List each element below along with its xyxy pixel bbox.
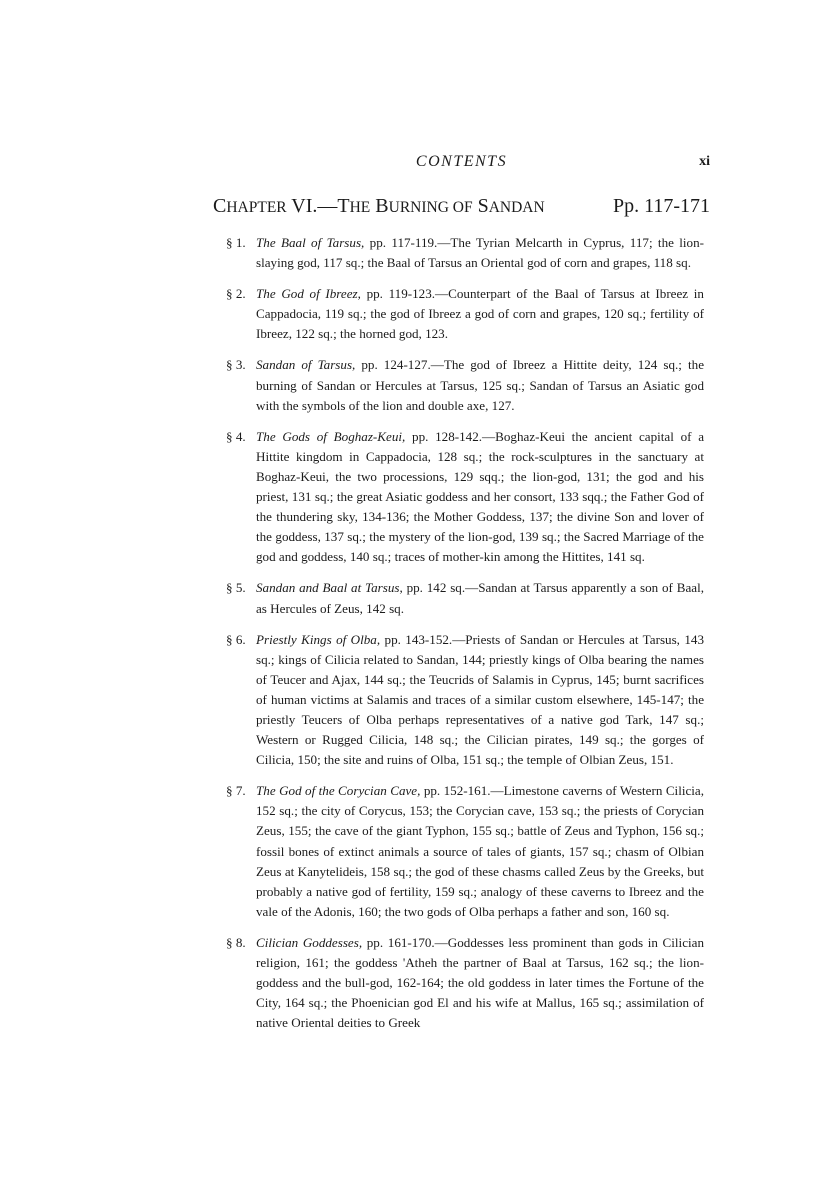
section-entry bbox=[226, 427, 704, 568]
chapter-title-rest-3: ANDAN bbox=[488, 199, 545, 216]
chapter-heading bbox=[213, 195, 710, 218]
section-entry bbox=[226, 630, 704, 771]
chapter-title-rest-2: URNING OF bbox=[388, 199, 473, 216]
section-entry bbox=[226, 233, 704, 273]
chapter-number: VI.—T bbox=[291, 195, 350, 217]
chapter-title-cap-3: S bbox=[477, 195, 489, 217]
section-text bbox=[256, 427, 704, 568]
section-text bbox=[256, 933, 704, 1033]
section-summary: pp. 152-161.—Limestone caverns of Western Cilicia, 152 sq.; the city of Corycus, 153; the Corycian cave, 153 sq.; the priests of Corycian Zeus, 155; the cave of the giant Typhon, 155 sq.; battle of Zeus and Typhon, 156 sq.; fossil bones of extinct animals a source of tales of giants, 157 sq.; chasm of Olbian Zeus at Kanytelideis, 158 sq.; the god of these chasms called Zeus by the Greeks, but probably a native god of fertility, 159 sq.; analogy of these caverns to Ibreez and the vale of the Adonis, 160; the two gods of Olba perhaps a father and son, 160 sq. bbox=[256, 783, 704, 919]
section-text bbox=[256, 781, 704, 922]
section-number: § 7. bbox=[226, 783, 246, 799]
section-number: § 4. bbox=[226, 428, 246, 444]
section-number: § 8. bbox=[226, 934, 246, 950]
section-title: The Gods of Boghaz-Keui, bbox=[256, 428, 406, 444]
section-text bbox=[256, 355, 704, 415]
section-number: § 5. bbox=[226, 580, 246, 596]
section-number: § 2. bbox=[226, 286, 246, 302]
section-text bbox=[256, 578, 704, 618]
section-summary: pp. 143-152.—Priests of Sandan or Hercules at Tarsus, 143 sq.; kings of Cilicia related to Sandan, 144; priestly kings of Olba bearing the names of Teucer and Ajax, 144 sq.; the Teucrids of Salamis in Cyprus, 145; burnt sacrifices of human victims at Salamis and traces of a similar custom elsewhere, 145-147; the priestly Teucers of Olba perhaps representatives of a native god Tark, 147 sq.; Western or Rugged Cilicia, 148 sq.; the Cilician pirates, 149 sq.; the gorges of Cilicia, 150; the site and ruins of Olba, 151 sq.; the temple of Olbian Zeus, 151. bbox=[256, 631, 704, 768]
chapter-label-rest: HAPTER bbox=[226, 199, 287, 216]
section-text bbox=[256, 233, 704, 273]
section-title: Sandan and Baal at Tarsus, bbox=[256, 580, 403, 596]
section-summary: pp. 124-127.—The god of Ibreez a Hittite deity, 124 sq.; the burning of Sandan or Hercules at Tarsus, 125 sq.; Sandan of Tarsus an Asiatic god with the symbols of the lion and double axe, 127. bbox=[256, 357, 705, 413]
chapter-title-rest-1: HE bbox=[349, 199, 371, 216]
section-text bbox=[256, 284, 704, 344]
chapter-title-cap-2: B bbox=[375, 195, 389, 217]
section-entry bbox=[226, 781, 704, 922]
section-entry bbox=[226, 933, 704, 1033]
section-summary: pp. 117-119.—The Tyrian Melcarth in Cyprus, 117; the lion-slaying god, 117 sq.; the Baal of Tarsus an Oriental god of corn and grapes, 118 sq. bbox=[256, 235, 704, 271]
page-number: xi bbox=[699, 154, 710, 169]
section-text bbox=[256, 630, 704, 771]
running-head bbox=[213, 153, 710, 177]
section-title: Cilician Goddesses, bbox=[256, 934, 363, 950]
section-summary: pp. 128-142.—Boghaz-Keui the ancient capital of a Hittite kingdom in Cappadocia, 128 sq.; the rock-sculptures in the sanctuary at Boghaz-Keui, the two processions, 129 sqq.; the lion-god, 131; the god and his priest, 131 sq.; the great Asiatic goddess and her consort, 133 sqq.; the Father God of the thundering sky, 134-136; the Mother Goddess, 137; the divine Son and lover of the goddess, 137 sq.; the mystery of the lion-god, 139 sq.; the Sacred Marriage of the god and goddess, 140 sq.; traces of mother-kin among the Hittites, 141 sq. bbox=[256, 428, 705, 565]
section-summary: pp. 142 sq.—Sandan at Tarsus apparently a son of Baal, as Hercules of Zeus, 142 sq. bbox=[256, 580, 704, 616]
section-summary: pp. 161-170.—Goddesses less prominent than gods in Cilician religion, 161; the goddess 'Atheh the partner of Baal at Tarsus, 162 sq.; the lion-goddess and the bull-god, 162-164; the old goddess in later times the Fortune of the City, 164 sq.; the Phoenician god El and his wife at Mallus, 165 sq.; assimilation of native Oriental deities to Greek bbox=[256, 934, 705, 1031]
section-entry bbox=[226, 578, 704, 618]
section-entry bbox=[226, 355, 704, 415]
running-title: CONTENTS bbox=[415, 153, 508, 170]
section-title: Priestly Kings of Olba, bbox=[256, 631, 381, 647]
chapter-label-cap: C bbox=[213, 195, 227, 217]
section-title: The God of the Corycian Cave, bbox=[256, 783, 421, 799]
section-entry bbox=[226, 284, 704, 344]
section-number: § 6. bbox=[226, 631, 246, 647]
section-title: Sandan of Tarsus, bbox=[256, 357, 356, 373]
chapter-pages: Pp. 117-171 bbox=[612, 195, 710, 217]
section-number: § 1. bbox=[226, 235, 246, 250]
section-number: § 3. bbox=[226, 357, 246, 373]
section-summary: pp. 119-123.—Counterpart of the Baal of Tarsus at Ibreez in Cappadocia, 119 sq.; the god of Ibreez a god of corn and grapes, 120 sq.; fertility of Ibreez, 122 sq.; the horned god, 123. bbox=[256, 286, 704, 342]
section-title: The God of Ibreez, bbox=[256, 286, 361, 302]
section-list bbox=[226, 233, 704, 1044]
chapter-title bbox=[213, 195, 545, 218]
section-title: The Baal of Tarsus, bbox=[256, 235, 365, 250]
